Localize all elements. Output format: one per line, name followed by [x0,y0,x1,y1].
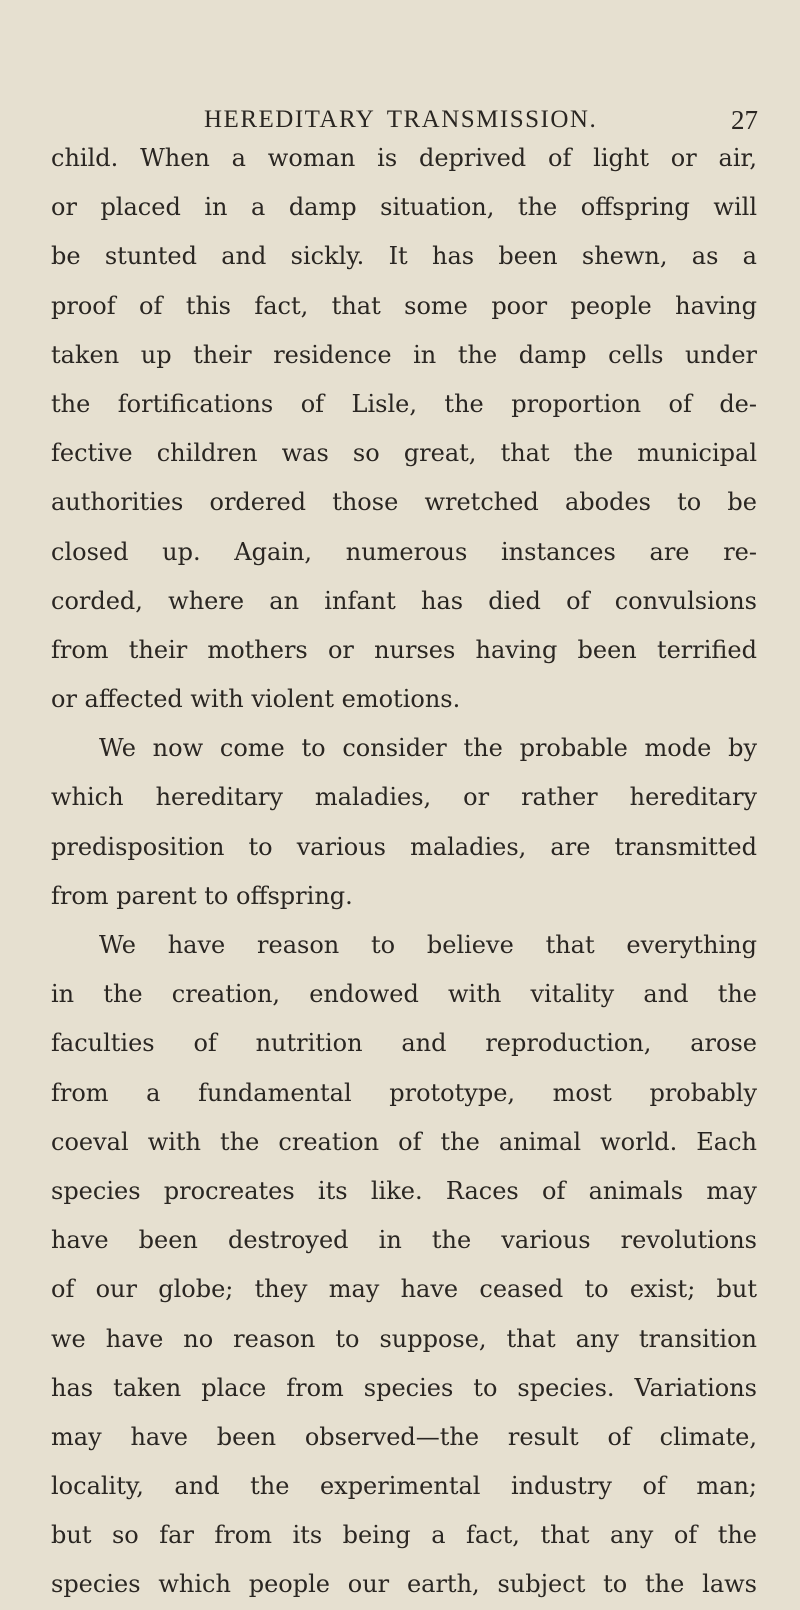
text-line: the fortifications of Lisle, the proportion of de- [51,389,757,418]
paragraph-end-line: from parent to offspring. [51,881,353,910]
text-line: authorities ordered those wretched abodes to be [51,488,757,517]
text-line: from a fundamental prototype, most probably [51,1078,757,1107]
text-line: have been destroyed in the various revolutions [51,1226,757,1255]
text-line: of our globe; they may have ceased to exist; but [51,1275,757,1304]
running-title: HEREDITARY TRANSMISSION. [204,106,598,133]
text-line: predisposition to various maladies, are transmitted [51,832,757,861]
body-text [51,134,757,1610]
text-line: may have been observed—the result of climate, [51,1422,757,1451]
text-line: be stunted and sickly. It has been shewn, as a [51,242,757,271]
text-line: but so far from its being a fact, that any of the [51,1521,757,1550]
text-line: we have no reason to suppose, that any transition [51,1324,757,1353]
text-line: child. When a woman is deprived of light or air, [51,144,757,172]
text-line: from their mothers or nurses having been terrified [51,635,757,664]
text-line: proof of this fact, that some poor people having [51,291,757,320]
text-line: which hereditary maladies, or rather hereditary [51,783,757,812]
text-line: species which people our earth, subject to the laws [51,1570,757,1599]
paragraph-end-line: or affected with violent emotions. [51,685,461,714]
paragraph-first-line: We now come to consider the probable mode by [99,734,757,763]
text-line: taken up their residence in the damp cells under [51,340,757,369]
text-line: closed up. Again, numerous instances are re- [51,537,757,566]
text-line: fective children was so great, that the municipal [51,439,757,468]
text-line: locality, and the experimental industry of man; [51,1472,757,1501]
text-line: faculties of nutrition and reproduction, arose [51,1029,757,1058]
text-line: has taken place from species to species. Variations [51,1373,757,1402]
text-line: coeval with the creation of the animal world. Each [51,1127,757,1156]
text-line: or placed in a damp situation, the offspring will [51,193,757,222]
text-line: corded, where an infant has died of convulsions [51,586,757,615]
text-line: species procreates its like. Races of animals may [51,1176,757,1205]
page-number: 27 [731,105,758,135]
paragraph-first-line: We have reason to believe that everything [99,931,757,959]
text-line: in the creation, endowed with vitality and the [51,980,757,1009]
